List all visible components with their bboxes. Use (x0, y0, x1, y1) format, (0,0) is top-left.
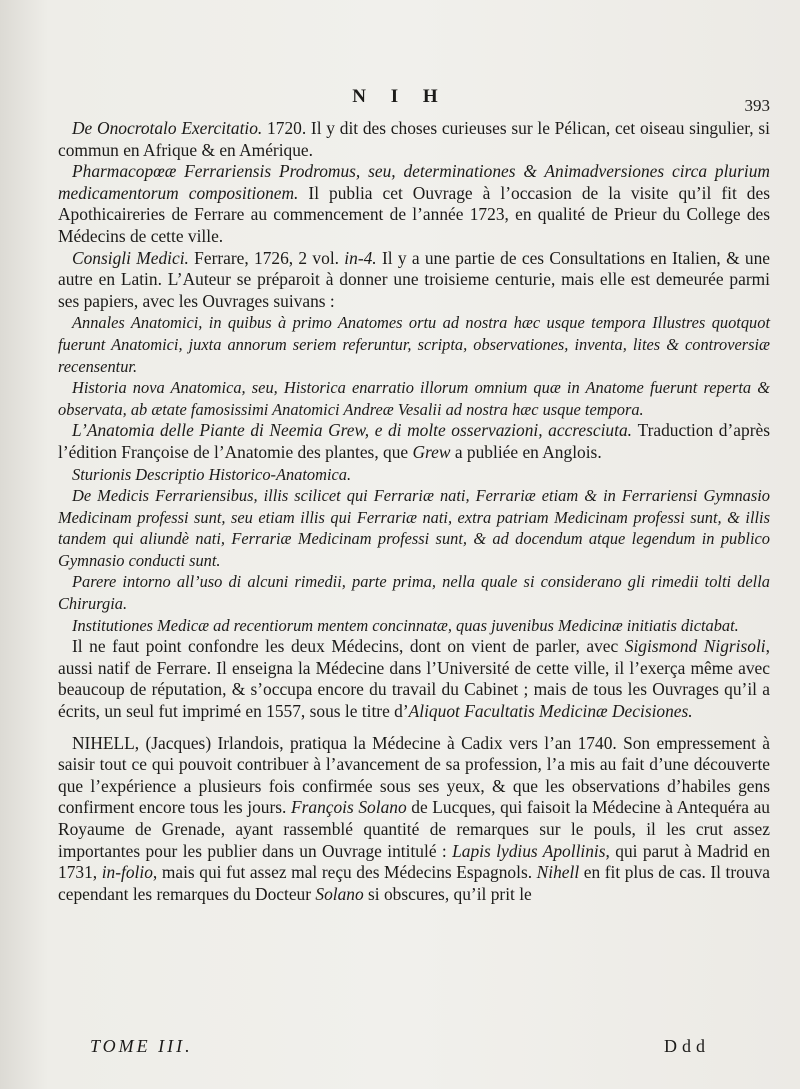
italic-text: in-4. (344, 247, 382, 268)
italic-text: Annales Anatomici, in quibus à primo Anatomes ortu ad nostra hæc usque tempora Illustres quotquot fuerunt Anatomici, juxta annorum seriem referuntur, scripta, observationes, inventa, lites & controversiæ recensentur. (58, 313, 770, 376)
page-header (0, 86, 800, 116)
paragraph-p2 (58, 161, 770, 247)
paragraph-p7 (58, 464, 770, 486)
italic-text: L’Anatomia delle Piante di Neemia Grew, e di molte osservazioni, accresciuta. (72, 420, 638, 441)
paragraph-p12 (58, 733, 770, 906)
text-run: Il y a une partie de ces Consultations en Italien, & une autre en Latin. L’Auteur se préparoit à donner une troisieme centurie, mais elle est demeurée parmi ses papiers, avec les Ouvrages suivans : (58, 247, 770, 311)
text-run: si obscures, qu’il prit le (368, 883, 532, 904)
italic-text: Pharmacopœæ Ferrariensis Prodromus, seu, determinationes & Animadversiones circa plurium medicamentorum compositionem. (58, 161, 770, 203)
italic-text: Sigismond Nigrisoli (624, 636, 766, 657)
text-run: Il ne faut point confondre les deux Médecins, dont on vient de parler, avec (72, 636, 625, 657)
italic-text: Historia nova Anatomica, seu, Historica enarratio illorum omnium quæ in Anatome fuerunt reperta & observata, ab ætate famosissimi Anatomici Andreæ Vesalii ad nostra hæc usque tempora. (58, 378, 770, 419)
paragraph-p11 (58, 636, 770, 722)
page-number: 393 (744, 96, 770, 115)
italic-text: Institutiones Medicæ ad recentiorum mentem concinnatæ, quas juvenibus Medicinæ initiatis dictabat. (72, 615, 739, 635)
text-run: en fit plus de cas. Il trouva cependant les remarques du Docteur (58, 862, 770, 904)
italic-text: François Solano (290, 797, 412, 818)
italic-text: De Onocrotalo Exercitatio. (72, 118, 268, 138)
italic-text: Parere intorno all’uso di alcuni rimedii, parte prima, nella quale si considerano gli rimedii tolti della Chirurgia. (58, 572, 770, 614)
italic-text: De Medicis Ferrariensibus, illis scilicet qui Ferrariæ nati, Ferrariæ etiam & in Ferrariensi Gymnasio Medicinam professi sunt, seu etiam illis qui Ferrariæ nati, extra patriam Medicinam professi sunt, & illis tandem qui aliundè nati, Ferrariæ Medicinam professi sunt, & ad docendum atque legendum in publico Gymnasio conducti sunt. (58, 486, 770, 570)
paragraph-p6 (58, 420, 770, 463)
text-run: a publiée en Anglois. (454, 441, 602, 462)
italic-text: in-folio (101, 862, 153, 883)
page-footer (90, 1036, 710, 1062)
italic-text: Sturionis Descriptio Historico-Anatomica. (72, 464, 352, 484)
paragraph-p9 (58, 571, 770, 614)
text-run: Traduction d’après l’édition Françoise de l’Anatomie des plantes, que (58, 420, 770, 462)
text-run: NIHELL, (Jacques) Irlandois, pratiqua la Médecine à Cadix vers l’an 1740. Son empressement à saisir tout ce qui pouvoit contribuer à l’avancement de sa profession, l’a mis au fait d’une découverte que l’expérience a plusieurs fois confirmée sous ses yeux, & que les observations d’habiles gens confirment encore tous les jours. (58, 732, 770, 818)
paragraph-p8 (58, 485, 770, 571)
text-run: , mais qui fut assez mal reçu des Médecins Espagnols. (152, 862, 537, 883)
text-run: , qui parut à Madrid en 1731, (58, 840, 771, 883)
signature-mark: Ddd (664, 1036, 710, 1056)
text-run: Il publia cet Ouvrage à l’occasion de la visite qu’il fit des Apothicaireries de Ferrare au commencement de l’année 1723, en qualité de Prieur du College des Médecins de cette ville. (58, 182, 770, 246)
text-run: de Lucques, qui faisoit la Médecine à Antequéra au Royaume de Grenade, ayant rassemblé quantité de remarques sur le pouls, il les crut assez importantes pour les publier dans un Ouvrage intitulé : (58, 797, 770, 861)
italic-text: Consigli Medici. (72, 247, 195, 268)
text-run: , aussi natif de Ferrare. Il enseigna la Médecine dans l’Université de cette ville, il l’exerça même avec beaucoup de réputation, & s’occupa encore du travail du Cabinet ; mais de tous les Ouvrages qu’il a écrits, un seul fut imprimé en 1557, sous le titre d’ (58, 636, 771, 722)
paragraph-p4 (58, 312, 770, 377)
paragraph-p1 (58, 118, 770, 161)
page-body (58, 118, 770, 905)
paragraph-p3 (58, 248, 770, 313)
italic-text: Solano (315, 883, 369, 904)
italic-text: Nihell (536, 862, 584, 883)
paragraph-p10 (58, 615, 770, 637)
volume-label: TOME III. (90, 1036, 193, 1056)
italic-text: Aliquot Facultatis Medicinæ Decisiones. (408, 701, 693, 722)
italic-text: Lapis lydius Apollinis (452, 840, 606, 861)
italic-text: Grew (412, 441, 455, 462)
text-run: Ferrare, 1726, 2 vol. (194, 247, 345, 268)
text-run: 1720. Il y dit des choses curieuses sur le Pélican, cet oiseau singulier, si commun en Afrique & en Amérique. (58, 118, 770, 160)
running-head: N I H (352, 86, 448, 107)
paragraph-p5 (58, 377, 770, 420)
